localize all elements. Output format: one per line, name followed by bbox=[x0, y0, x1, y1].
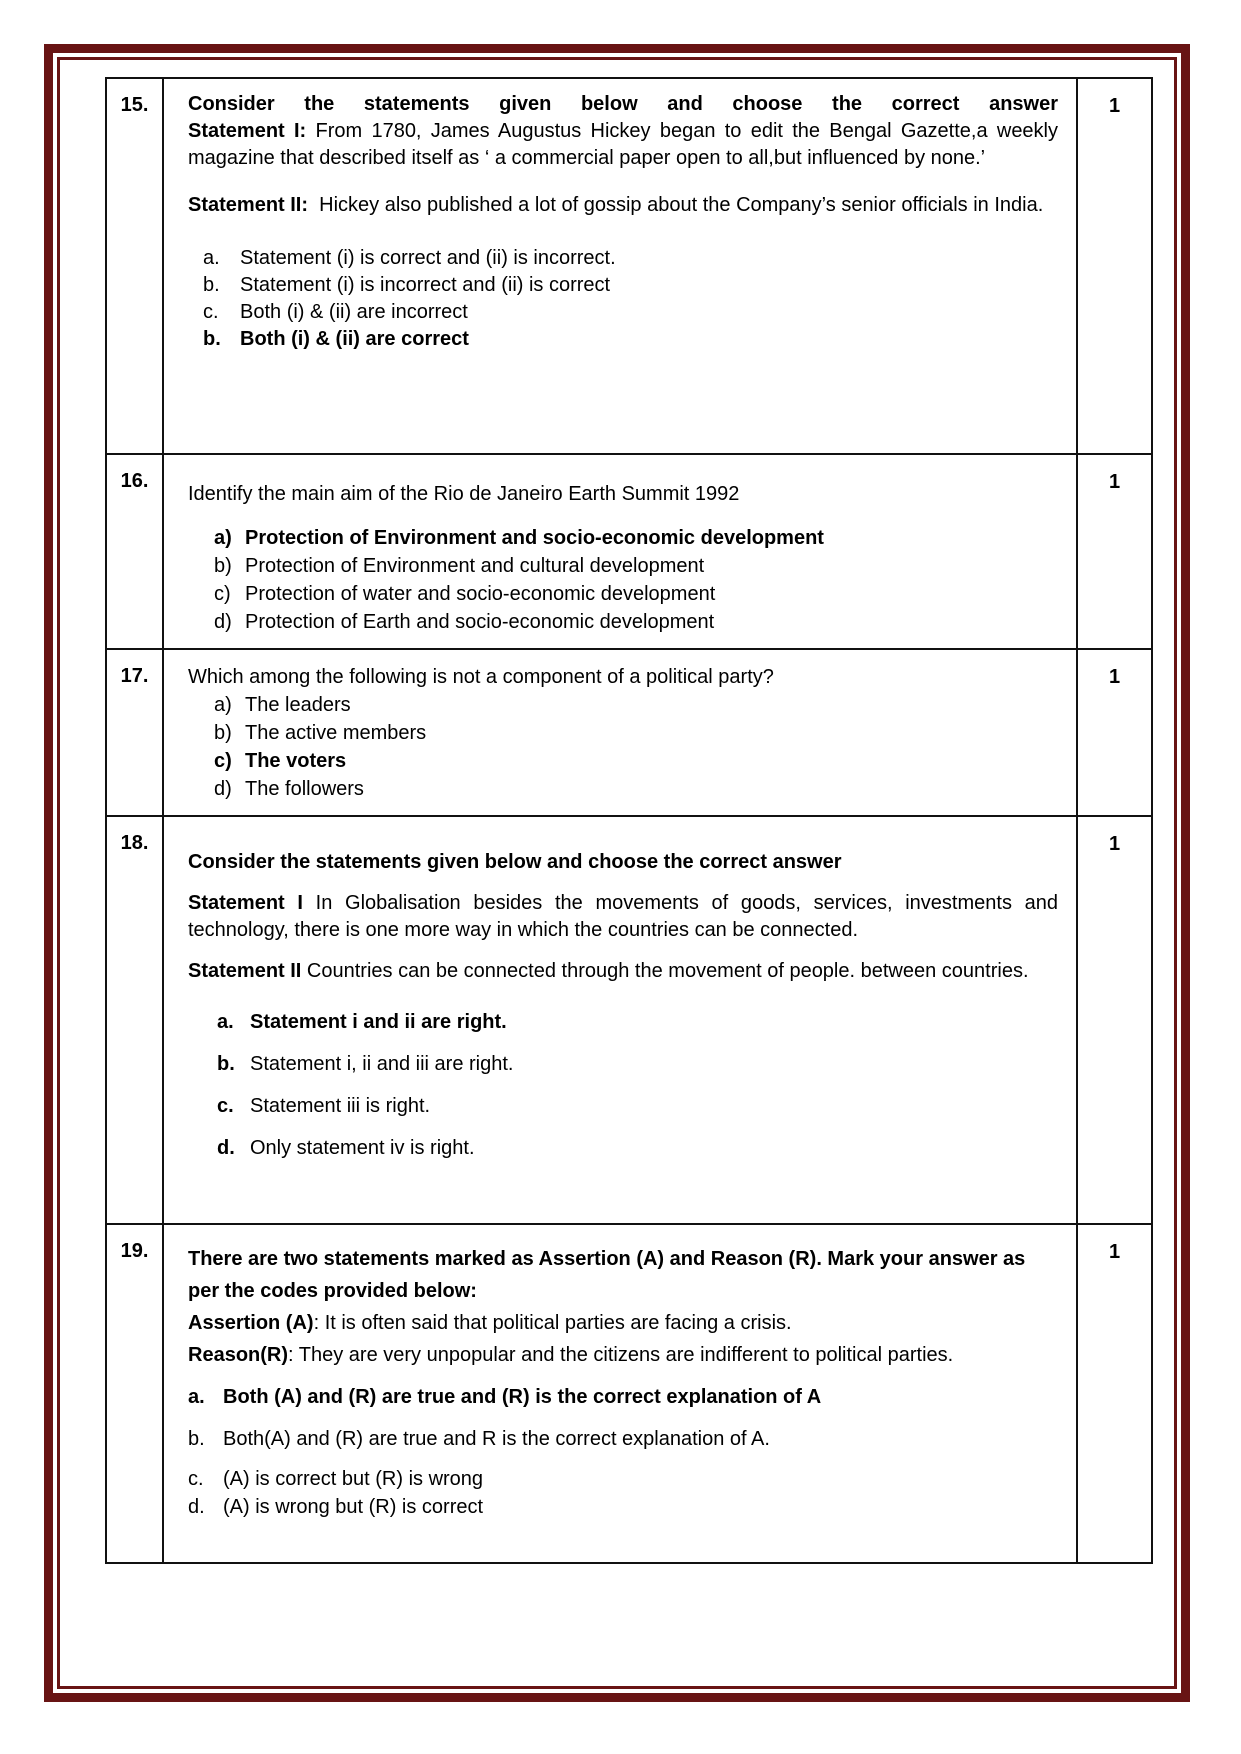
option-text: Statement (i) is incorrect and (ii) is correct bbox=[240, 274, 611, 296]
question-row-19 bbox=[107, 1225, 1151, 1562]
option-row bbox=[214, 608, 1058, 636]
option-marker: d. bbox=[217, 1137, 235, 1159]
option-row-answer bbox=[214, 524, 1058, 552]
question-content bbox=[164, 455, 1076, 648]
question-number: 19. bbox=[107, 1225, 164, 1562]
option-text: Only statement iv is right. bbox=[250, 1137, 475, 1159]
option-marker: a. bbox=[203, 247, 220, 269]
option-text: (A) is wrong but (R) is correct bbox=[223, 1496, 484, 1518]
option-text: Statement i and ii are right. bbox=[250, 1011, 507, 1033]
options-list bbox=[214, 691, 1058, 803]
option-marker: b. bbox=[217, 1053, 235, 1075]
statement-text: : They are very unpopular and the citizens are indifferent to political parties. bbox=[288, 1344, 954, 1366]
option-row bbox=[214, 775, 1058, 803]
option-row bbox=[217, 1135, 1058, 1162]
option-marker: b) bbox=[214, 555, 232, 577]
options-list bbox=[203, 245, 1058, 353]
statement-text: Countries can be connected through the movement of people. between countries. bbox=[306, 960, 1029, 982]
marks-value: 1 bbox=[1076, 79, 1151, 453]
question-row-16 bbox=[107, 455, 1151, 650]
option-text: Both (i) & (ii) are correct bbox=[240, 328, 469, 350]
options-list bbox=[214, 524, 1058, 636]
option-marker: d. bbox=[188, 1496, 205, 1518]
question-text: Identify the main aim of the Rio de Janeiro Earth Summit 1992 bbox=[188, 483, 740, 505]
option-text: The leaders bbox=[245, 694, 351, 716]
option-marker: b. bbox=[188, 1428, 205, 1450]
statement-text: From 1780, James Augustus Hickey began to edit the Bengal Gazette,a weekly magazine that described itself as ‘ a commercial paper open to all,but influenced by none.’ bbox=[188, 120, 1059, 169]
option-row bbox=[214, 719, 1058, 747]
option-text: The followers bbox=[245, 778, 364, 800]
option-row bbox=[214, 552, 1058, 580]
statement-paragraph bbox=[188, 118, 1058, 172]
option-row bbox=[214, 691, 1058, 719]
marks-value: 1 bbox=[1076, 650, 1151, 815]
question-heading: Consider the statements given below and choose the correct answer bbox=[188, 851, 842, 873]
option-text: Protection of water and socio-economic development bbox=[245, 583, 716, 605]
question-table bbox=[105, 77, 1153, 1564]
statement-paragraph bbox=[188, 1307, 1058, 1339]
question-number: 16. bbox=[107, 455, 164, 648]
option-marker: a. bbox=[217, 1011, 234, 1033]
option-row bbox=[203, 299, 1058, 326]
options-list bbox=[217, 1009, 1058, 1162]
option-text: Protection of Environment and cultural development bbox=[245, 555, 705, 577]
question-content bbox=[164, 817, 1076, 1223]
statement-text: : It is often said that political parties are facing a crisis. bbox=[313, 1312, 792, 1334]
option-row-answer bbox=[214, 747, 1058, 775]
option-row-answer bbox=[188, 1383, 1058, 1411]
option-row bbox=[188, 1425, 1058, 1453]
question-row-15 bbox=[107, 79, 1151, 455]
option-row bbox=[203, 272, 1058, 299]
option-text: Protection of Earth and socio-economic development bbox=[245, 611, 715, 633]
option-marker: c) bbox=[214, 583, 231, 605]
question-row-17 bbox=[107, 650, 1151, 817]
statement-paragraph bbox=[188, 890, 1058, 944]
option-row bbox=[188, 1493, 1058, 1521]
question-number: 17. bbox=[107, 650, 164, 815]
option-row bbox=[217, 1051, 1058, 1078]
statement-text: In Globalisation besides the movements of goods, services, investments and technology, there is one more way in which the countries can be connected. bbox=[188, 892, 1059, 941]
option-text: The voters bbox=[245, 750, 347, 772]
option-marker: c) bbox=[214, 750, 232, 772]
option-marker: c. bbox=[203, 301, 219, 323]
statement-label: Statement II: bbox=[188, 194, 309, 216]
marks-value: 1 bbox=[1076, 455, 1151, 648]
option-row-answer bbox=[217, 1009, 1058, 1036]
option-text: Statement (i) is correct and (ii) is incorrect. bbox=[240, 247, 616, 269]
question-number: 18. bbox=[107, 817, 164, 1223]
question-heading: There are two statements marked as Assertion (A) and Reason (R). Mark your answer as per the codes provided below: bbox=[188, 1248, 1026, 1302]
marks-value: 1 bbox=[1076, 1225, 1151, 1562]
option-row bbox=[217, 1093, 1058, 1120]
option-row bbox=[188, 1465, 1058, 1493]
statement-text: Hickey also published a lot of gossip about the Company’s senior officials in India. bbox=[319, 194, 1044, 216]
option-marker: b) bbox=[214, 722, 232, 744]
statement-paragraph bbox=[188, 1339, 1058, 1371]
statement-label: Assertion (A) bbox=[188, 1312, 314, 1334]
question-row-18 bbox=[107, 817, 1151, 1225]
question-heading: Consider the statements given below and choose the correct answer bbox=[188, 93, 1058, 115]
statement-label: Reason(R) bbox=[188, 1344, 289, 1366]
statement-paragraph bbox=[188, 186, 1058, 225]
option-text: Both (A) and (R) are true and (R) is the correct explanation of A bbox=[223, 1386, 822, 1408]
statement-label: Statement II bbox=[188, 960, 302, 982]
statement-label: Statement I: bbox=[188, 120, 307, 142]
option-text: Statement i, ii and iii are right. bbox=[250, 1053, 514, 1075]
option-row bbox=[214, 580, 1058, 608]
option-text: Both(A) and (R) are true and R is the correct explanation of A. bbox=[223, 1428, 770, 1450]
question-content bbox=[164, 79, 1076, 453]
option-row bbox=[203, 245, 1058, 272]
statement-label: Statement I bbox=[188, 892, 303, 914]
option-marker: a. bbox=[188, 1386, 205, 1408]
question-content bbox=[164, 1225, 1076, 1562]
marks-value: 1 bbox=[1076, 817, 1151, 1223]
option-row-answer bbox=[203, 326, 1058, 353]
option-marker: d) bbox=[214, 778, 232, 800]
option-text: Protection of Environment and socio-economic development bbox=[245, 527, 824, 549]
option-marker: c. bbox=[217, 1095, 234, 1117]
question-text: Which among the following is not a component of a political party? bbox=[188, 666, 774, 688]
option-marker: c. bbox=[188, 1468, 204, 1490]
options-list bbox=[188, 1383, 1058, 1521]
option-marker: d) bbox=[214, 611, 232, 633]
statement-paragraph bbox=[188, 958, 1058, 985]
option-text: The active members bbox=[245, 722, 427, 744]
option-marker: b. bbox=[203, 274, 220, 296]
option-marker: a) bbox=[214, 527, 232, 549]
option-text: Both (i) & (ii) are incorrect bbox=[240, 301, 468, 323]
option-text: Statement iii is right. bbox=[250, 1095, 431, 1117]
question-content bbox=[164, 650, 1076, 815]
option-text: (A) is correct but (R) is wrong bbox=[223, 1468, 484, 1490]
option-marker: a) bbox=[214, 694, 232, 716]
option-marker: b. bbox=[203, 328, 221, 350]
question-number: 15. bbox=[107, 79, 164, 453]
